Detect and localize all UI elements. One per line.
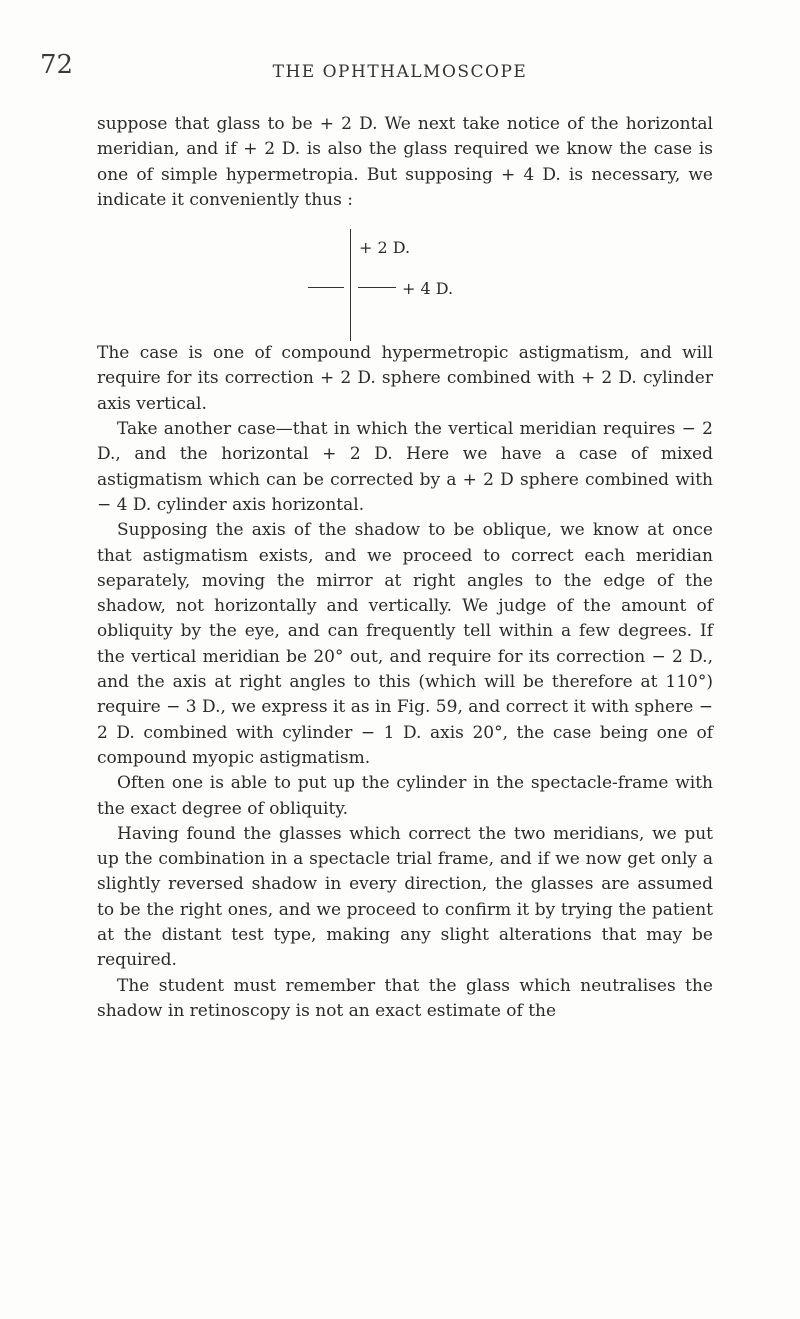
paragraph: The case is one of compound hypermetropic astigmatism, and will require for its correction + 2 D. sphere combined with + 2 D. cylinder axis vertical. xyxy=(97,343,713,414)
running-head: THE OPHTHALMOSCOPE xyxy=(272,62,528,82)
meridian-diagram xyxy=(97,213,713,341)
paragraph: Having found the glasses which correct the two meridians, we put up the combination in a spectacle trial frame, and if we now get only a slightly reversed shadow in every direction, the glasses are assumed to be the right ones, and we proceed to confirm it by trying the patient at the distant test type, making any slight alterations that may be required. xyxy=(97,823,713,971)
vertical-meridian-label: + 2 D. xyxy=(359,238,411,258)
paragraph: Often one is able to put up the cylinder in the spectacle-frame with the exact degree of obliquity. xyxy=(97,773,713,819)
body-text xyxy=(97,112,713,1024)
paragraph: The student must remember that the glass which neutralises the shadow in retinoscopy is not an exact estimate of the xyxy=(97,975,713,1021)
paragraph: Supposing the axis of the shadow to be oblique, we know at once that astigmatism exists, and we proceed to correct each meridian separately, moving the mirror at right angles to the edge of the shadow, not horizontally and vertically. We judge of the amount of obliquity by the eye, and can frequently tell within a few degrees. If the vertical meridian be 20° out, and require for its correction − 2 D., and the axis at right angles to this (which will be therefore at 110°) require − 3 D., we express it as in Fig. 59, and correct it with sphere − 2 D. combined with cylinder − 1 D. axis 20°, the case being one of compound myopic astigmatism. xyxy=(97,520,713,768)
paragraph: Take another case—that in which the vertical meridian requires − 2 D., and the horizontal + 2 D. Here we have a case of mixed astigmatism which can be corrected by a + 2 D sphere combined with − 4 D. cylinder axis horizontal. xyxy=(97,419,713,515)
horizontal-meridian-line-left xyxy=(308,287,344,288)
vertical-meridian-line xyxy=(350,229,351,341)
paragraph: suppose that glass to be + 2 D. We next take notice of the horizontal meridian, and if + 2 D. is also the glass required we know the case is one of simple hypermetropia. But supposing + 4 D. is necessary, we indicate it conveniently thus : xyxy=(97,114,713,210)
horizontal-meridian-line-right xyxy=(358,287,396,288)
horizontal-meridian-label: + 4 D. xyxy=(402,279,454,299)
page-number: 72 xyxy=(40,50,74,80)
